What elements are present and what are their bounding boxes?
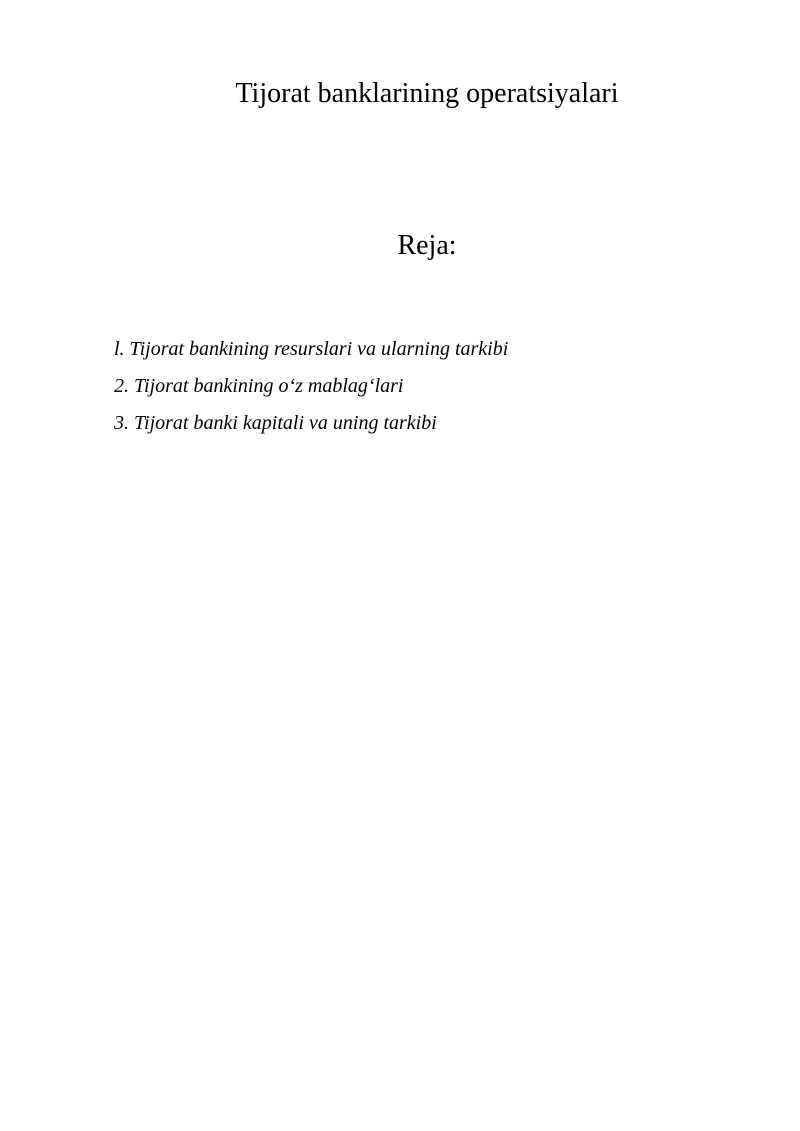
plan-item: 3. Tijorat banki kapitali va uning tarkibi <box>114 412 437 434</box>
document-title: Tijorat banklarining operatsiyalari <box>235 78 619 109</box>
plan-list <box>114 331 508 442</box>
plan-item: l. Tijorat bankining resurslari va ularning tarkibi <box>114 338 509 360</box>
plan-item: 2. Tijorat bankining o‘z mablag‘lari <box>114 375 404 397</box>
plan-heading: Reja: <box>397 230 457 261</box>
